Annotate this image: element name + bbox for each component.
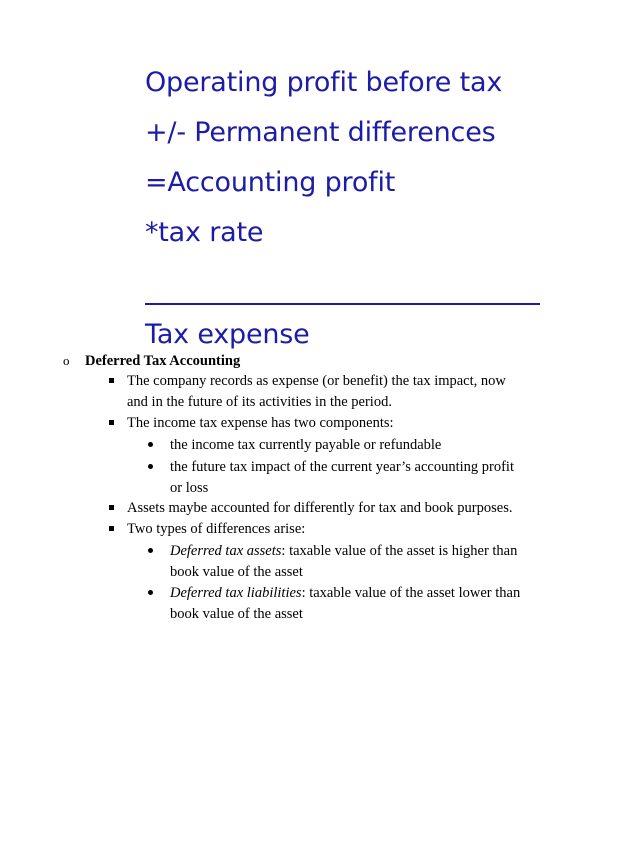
deferred-tax-liabilities-definition: : taxable value of the asset lower than <box>301 585 521 601</box>
square-bullet-icon <box>109 526 114 531</box>
square-bullet-icon <box>109 378 114 383</box>
bullet-1-line-2: and in the future of its activities in the period. <box>127 394 392 410</box>
bullet-4-sub-1-line-1 <box>170 541 517 562</box>
square-bullet-icon <box>109 420 114 425</box>
bullet-2-sub-2-line-2: or loss <box>170 480 209 496</box>
round-bullet-icon <box>148 590 153 595</box>
bullet-4-text: Two types of differences arise: <box>127 521 306 537</box>
formula-permanent-differences: +/- Permanent differences <box>145 117 496 148</box>
round-bullet-icon <box>148 548 153 553</box>
section-heading: Deferred Tax Accounting <box>85 353 241 369</box>
deferred-tax-liabilities-term: Deferred tax liabilities <box>170 585 302 601</box>
bullet-1-line-1: The company records as expense (or benefit) the tax impact, now <box>127 373 506 389</box>
bullet-2-sub-2-line-1: the future tax impact of the current year’s accounting profit <box>170 459 514 475</box>
bullet-4-sub-2-line-1 <box>170 583 520 604</box>
bullet-2-sub-1: the income tax currently payable or refundable <box>170 437 442 453</box>
round-bullet-icon <box>148 464 153 469</box>
bullet-2-text: The income tax expense has two components: <box>127 415 394 431</box>
deferred-tax-assets-definition: : taxable value of the asset is higher than <box>281 543 518 559</box>
deferred-tax-assets-term: Deferred tax assets <box>170 543 282 559</box>
bullet-4-sub-1-line-2: book value of the asset <box>170 564 303 580</box>
bullet-4-sub-2-line-2: book value of the asset <box>170 606 303 622</box>
formula-tax-rate: *tax rate <box>145 217 264 248</box>
formula-operating-profit: Operating profit before tax <box>145 67 503 98</box>
tax-expense-formula <box>145 58 540 360</box>
round-bullet-icon <box>148 442 153 447</box>
formula-tax-expense: Tax expense <box>145 319 310 350</box>
hollow-circle-bullet-icon: o <box>63 353 70 368</box>
bullet-3-text: Assets maybe accounted for differently for tax and book purposes. <box>127 500 513 516</box>
formula-divider <box>145 263 540 305</box>
formula-accounting-profit: =Accounting profit <box>145 167 396 198</box>
square-bullet-icon <box>109 505 114 510</box>
